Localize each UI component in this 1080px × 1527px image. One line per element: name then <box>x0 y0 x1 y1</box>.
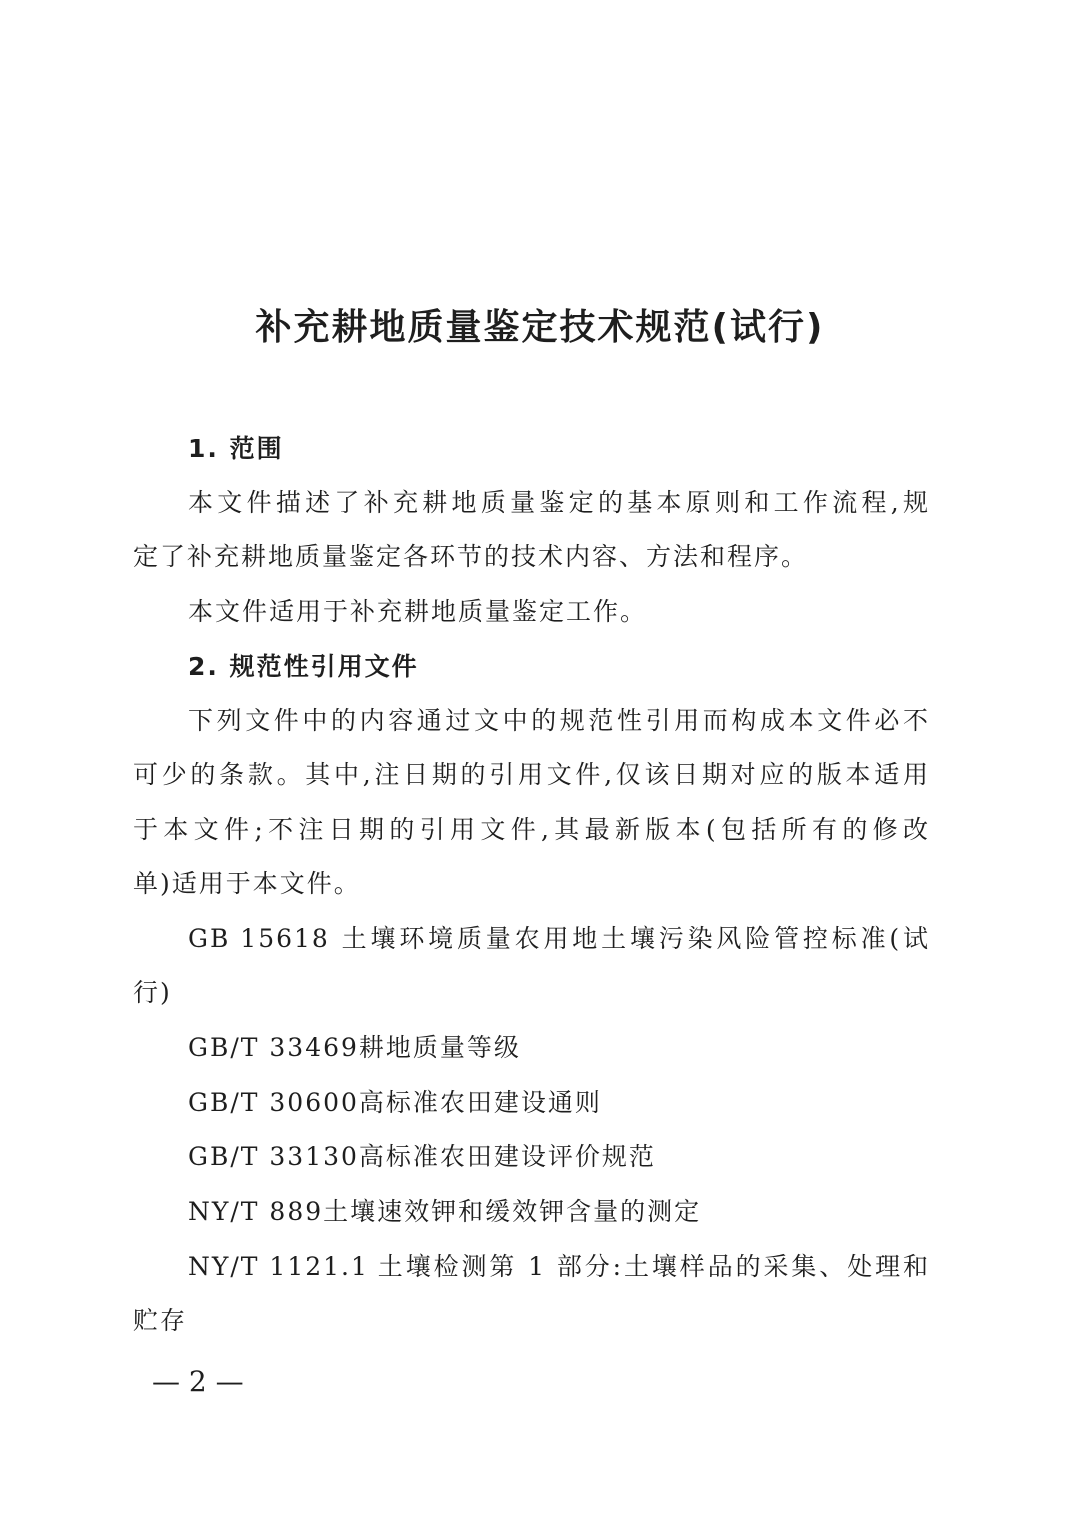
section-heading-normative-references: 2. 规范性引用文件 <box>188 652 419 681</box>
reference-item-continuation: 贮存 <box>133 1306 188 1335</box>
paragraph-line: 于本文件;不注日期的引用文件,其最新版本(包括所有的修改 <box>133 815 930 844</box>
reference-code: NY/T 1121.1 <box>188 1252 369 1281</box>
reference-title: 土壤环境质量农用地土壤污染风险管控标准(试 <box>339 924 930 953</box>
reference-item <box>188 1191 701 1233</box>
reference-item <box>188 1136 656 1178</box>
reference-item <box>188 1082 602 1124</box>
paragraph-line: 单)适用于本文件。 <box>133 869 361 898</box>
reference-title: 耕地质量等级 <box>358 1033 521 1062</box>
document-title: 补充耕地质量鉴定技术规范(试行) <box>255 307 825 348</box>
paragraph-line: 可少的条款。其中,注日期的引用文件,仅该日期对应的版本适用 <box>133 760 930 789</box>
section-heading-scope: 1. 范围 <box>188 434 284 463</box>
reference-code: GB 15618 <box>188 924 330 953</box>
paragraph-line: 本文件适用于补充耕地质量鉴定工作。 <box>188 597 648 626</box>
paragraph-line: 本文件描述了补充耕地质量鉴定的基本原则和工作流程,规 <box>188 488 930 517</box>
reference-title: 高标准农田建设通则 <box>358 1088 602 1117</box>
reference-code: NY/T 889 <box>188 1197 324 1226</box>
reference-title: 土壤速效钾和缓效钾含量的测定 <box>323 1197 702 1226</box>
reference-code: GB/T 30600 <box>188 1088 359 1117</box>
reference-code: GB/T 33130 <box>188 1142 359 1171</box>
reference-item <box>188 918 930 960</box>
reference-item <box>188 1027 521 1069</box>
reference-title: 土壤检测第 1 部分:土壤样品的采集、处理和 <box>376 1252 930 1281</box>
reference-title: 高标准农田建设评价规范 <box>358 1142 656 1171</box>
reference-code: GB/T 33469 <box>188 1033 359 1062</box>
paragraph-line: 下列文件中的内容通过文中的规范性引用而构成本文件必不 <box>188 706 930 735</box>
page-number: — 2 — <box>152 1365 244 1398</box>
paragraph-line: 定了补充耕地质量鉴定各环节的技术内容、方法和程序。 <box>133 542 809 571</box>
reference-item <box>188 1246 930 1288</box>
reference-item-continuation: 行) <box>133 978 172 1007</box>
